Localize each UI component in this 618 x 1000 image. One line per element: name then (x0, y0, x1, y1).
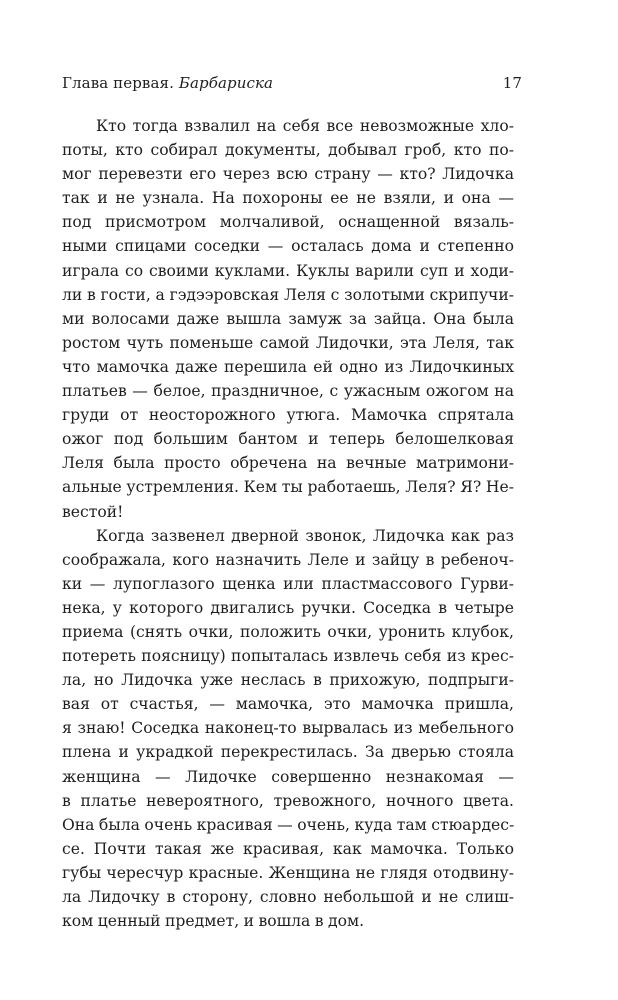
text-line: в платье невероятного, тревожного, ночного цвета. (62, 791, 514, 810)
text-line: мог перевезти его через всю страну — кто? Лидочка (62, 165, 514, 184)
text-line: Кто тогда взвалил на себя все невозможные хло- (96, 117, 514, 135)
text-line: нека, у которого двигались ручки. Соседка в четыре (62, 598, 514, 617)
text-line: Она была очень красивая — очень, куда там стюардес- (62, 815, 515, 834)
text-line: се. Почти такая же красивая, как мамочка. Только (62, 839, 514, 858)
text-line: альные устремления. Кем ты работаешь, Леля? Я? Не- (62, 478, 514, 497)
text-line: губы чересчур красные. Женщина не глядя отодвину- (62, 863, 514, 882)
text-line: ки — лупоглазого щенка или пластмассового Гурви- (62, 574, 514, 593)
text-line: платьев — белое, праздничное, с ужасным ожогом на (62, 382, 514, 401)
running-head (62, 71, 522, 95)
text-line: под присмотром молчаливой, оснащенной вязаль- (62, 213, 514, 232)
text-line: ла Лидочку в сторону, словно небольшой и не слиш- (62, 888, 514, 906)
text-line: так и не узнала. На похороны ее не взяли, и она — (62, 189, 514, 208)
chapter-label: Глава первая. (62, 74, 179, 92)
text-line: вестой! (62, 502, 124, 521)
text-line: Леля была просто обречена на вечные матримони- (62, 454, 514, 473)
text-line: я знаю! Соседка наконец-то вырвалась из мебельного (62, 719, 514, 738)
text-line: что мамочка даже перешила ей одно из Лидочкиных (62, 357, 514, 376)
text-line: ла, но Лидочка уже неслась в прихожую, подпрыги- (62, 671, 514, 690)
chapter-title: Барбариска (178, 74, 274, 92)
text-line: поты, кто собирал документы, добывал гроб, кто по- (62, 141, 514, 160)
text-line: Когда зазвенел дверной звонок, Лидочка как раз (96, 526, 514, 545)
text-line: плена и украдкой перекрестилась. За дверью стояла (62, 743, 514, 762)
text-line: приема (снять очки, положить очки, уронить клубок, (62, 622, 514, 641)
body-text (62, 114, 514, 933)
text-line: ными спицами соседки — осталась дома и степенно (62, 237, 514, 256)
text-line: ком ценный предмет, и вошла в дом. (62, 912, 365, 931)
text-line: груди от неосторожного утюга. Мамочка спрятала (62, 406, 514, 425)
text-line: ми волосами даже вышла замуж за зайца. Она была (62, 309, 514, 328)
text-line: ли в гости, а гэдээровская Леля с золотыми скрипучи- (62, 285, 514, 304)
text-line: соображала, кого назначить Леле и зайцу в ребеноч- (62, 550, 514, 569)
text-line: женщина — Лидочке совершенно незнакомая — (62, 767, 514, 786)
text-line: вая от счастья, — мамочка, это мамочка пришла, (62, 695, 514, 714)
text-line: ожог под большим бантом и теперь белошелковая (62, 430, 514, 449)
page-number: 17 (502, 74, 522, 92)
text-line: ростом чуть поменьше самой Лидочки, эта Леля, так (62, 333, 514, 352)
text-line: играла со своими куклами. Куклы варили суп и ходи- (62, 261, 514, 280)
text-line: потереть поясницу) попыталась извлечь себя из крес- (62, 647, 514, 666)
